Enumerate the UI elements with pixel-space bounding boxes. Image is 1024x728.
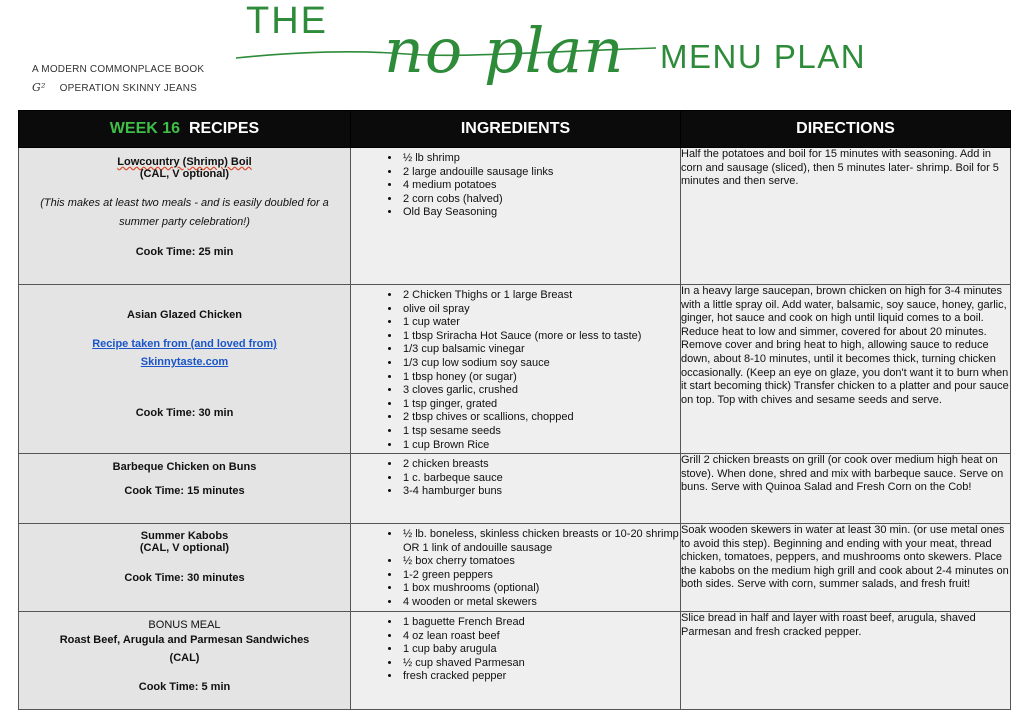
directions-cell: Grill 2 chicken breasts on grill (or cook over medium high heat on stove). When done, shred and mix with barbeque sauce. Serve on buns. Serve with Quinoa Salad and Fresh Corn on the Cob!	[681, 454, 1011, 524]
list-item: • 1-2 green peppers	[401, 569, 680, 583]
recipe-options: (CAL, V optional)	[139, 168, 230, 180]
recipe-name: Barbeque Chicken on Buns	[112, 461, 257, 473]
list-item: • 1 tbsp honey (or sugar)	[401, 371, 680, 385]
ingredient-list	[351, 152, 680, 220]
list-item: • 3-4 hamburger buns	[401, 485, 680, 499]
recipes-label: RECIPES	[188, 120, 260, 137]
list-item: • 3 cloves garlic, crushed	[401, 384, 680, 398]
ingredient-list	[351, 616, 680, 684]
table-header-row	[19, 111, 1011, 148]
table-row	[19, 148, 1011, 285]
recipe-name: Roast Beef, Arugula and Parmesan Sandwiches (CAL)	[59, 634, 310, 664]
header-recipes	[19, 111, 351, 148]
menu-plan-table	[18, 110, 1011, 710]
directions-cell: In a heavy large saucepan, brown chicken on high for 3-4 minutes with a little spray oil. Add water, balsamic, soy sauce, honey, garlic, ginger, hot sauce and cook on high until liquid comes to a boil. Reduce heat to low and simmer, covered for about 20 minutes. Remove cover and bring heat to high, allowing sauce to reduce down, about 8-10 minutes, until it becomes thick, turning chicken occasionally. (Keep an eye on glaze, you don't want it to burn when it start becoming thick) Transfer chicken to a platter and pour sauce on top. Top with chives and sesame seeds and serve.	[681, 285, 1011, 454]
list-item: • 2 Chicken Thighs or 1 large Breast	[401, 289, 680, 303]
list-item: • 1 box mushrooms (optional)	[401, 582, 680, 596]
ingredients-cell	[351, 454, 681, 524]
list-item: • 2 large andouille sausage links	[401, 166, 680, 180]
ingredients-cell	[351, 612, 681, 710]
list-item: • 2 corn cobs (halved)	[401, 193, 680, 207]
table-row	[19, 454, 1011, 524]
recipe-name: Summer Kabobs	[140, 530, 229, 542]
cook-time: Cook Time: 15 minutes	[124, 485, 245, 497]
header-directions: DIRECTIONS	[681, 111, 1011, 148]
title-menu-plan: MENU PLAN	[660, 38, 867, 75]
directions-cell: Half the potatoes and boil for 15 minutes with seasoning. Add in corn and sausage (sliced), then 5 minutes later- shrimp. Boil for 5 minutes and then serve.	[681, 148, 1011, 285]
list-item: • 1/3 cup low sodium soy sauce	[401, 357, 680, 371]
recipe-cell	[19, 454, 351, 524]
list-item: • ½ box cherry tomatoes	[401, 555, 680, 569]
bonus-meal-label: BONUS MEAL	[148, 619, 221, 631]
header-ingredients: INGREDIENTS	[351, 111, 681, 148]
ingredient-list	[351, 289, 680, 452]
list-item: • ½ lb shrimp	[401, 152, 680, 166]
list-item: • ½ lb. boneless, skinless chicken breasts or 10-20 shrimp OR 1 link of andouille sausage	[401, 528, 680, 555]
title-no-plan: no plan	[384, 14, 625, 87]
list-item: • 2 tbsp chives or scallions, chopped	[401, 411, 680, 425]
ingredient-list	[351, 458, 680, 499]
title-the: THE	[246, 0, 328, 42]
list-item: • 4 oz lean roast beef	[401, 630, 680, 644]
ingredients-cell	[351, 148, 681, 285]
recipe-options: (CAL, V optional)	[139, 542, 230, 554]
list-item: • 1 baguette French Bread	[401, 616, 680, 630]
recipe-cell	[19, 148, 351, 285]
cook-time: Cook Time: 30 min	[135, 407, 234, 419]
list-item: • 4 wooden or metal skewers	[401, 596, 680, 610]
recipe-note: (This makes at least two meals - and is easily doubled for a summer party celebration!)	[40, 197, 329, 228]
list-item: • 1 cup water	[401, 316, 680, 330]
recipe-cell	[19, 524, 351, 612]
table-row	[19, 285, 1011, 454]
list-item: • Old Bay Seasoning	[401, 206, 680, 220]
cook-time: Cook Time: 25 min	[135, 246, 234, 258]
list-item: • ½ cup shaved Parmesan	[401, 657, 680, 671]
list-item: • 1 cup baby arugula	[401, 643, 680, 657]
list-item: • 1 cup Brown Rice	[401, 439, 680, 453]
list-item: • olive oil spray	[401, 303, 680, 317]
directions-cell: Soak wooden skewers in water at least 30 min. (or use metal ones to avoid this step). Beginning and ending with your meat, thread chicken, tomatoes, peppers, and mushrooms onto skewers. Place the kabobs on the medium high grill and cook about 2-4 minutes on both sides. Serve with corn, summer salads, and fresh fruit!	[681, 524, 1011, 612]
brand-mark: G²	[32, 81, 46, 94]
recipe-cell	[19, 285, 351, 454]
brand-tagline: A MODERN COMMONPLACE BOOK	[32, 64, 205, 75]
list-item: • 2 chicken breasts	[401, 458, 680, 472]
list-item: • 1 tbsp Sriracha Hot Sauce (more or less to taste)	[401, 330, 680, 344]
recipe-source-link[interactable]: Recipe taken from (and loved from) Skinnytaste.com	[92, 338, 277, 368]
ingredients-cell	[351, 524, 681, 612]
directions-cell: Slice bread in half and layer with roast beef, arugula, shaved Parmesan and fresh cracked pepper.	[681, 612, 1011, 710]
week-label: WEEK 16	[109, 120, 181, 137]
brand-subtitle	[32, 81, 197, 94]
ingredients-cell	[351, 285, 681, 454]
list-item: • 1 tsp ginger, grated	[401, 398, 680, 412]
cook-time: Cook Time: 5 min	[138, 681, 231, 693]
brand-subtitle-text: OPERATION SKINNY JEANS	[59, 83, 198, 94]
table-row	[19, 612, 1011, 710]
recipe-name: Lowcountry (Shrimp) Boil	[117, 156, 252, 168]
cook-time: Cook Time: 30 minutes	[124, 572, 245, 584]
recipe-cell	[19, 612, 351, 710]
list-item: • 1/3 cup balsamic vinegar	[401, 343, 680, 357]
recipe-name: Asian Glazed Chicken	[127, 309, 242, 321]
list-item: • fresh cracked pepper	[401, 670, 680, 684]
table-row	[19, 524, 1011, 612]
ingredient-list	[351, 528, 680, 610]
list-item: • 1 tsp sesame seeds	[401, 425, 680, 439]
list-item: • 4 medium potatoes	[401, 179, 680, 193]
list-item: • 1 c. barbeque sauce	[401, 472, 680, 486]
